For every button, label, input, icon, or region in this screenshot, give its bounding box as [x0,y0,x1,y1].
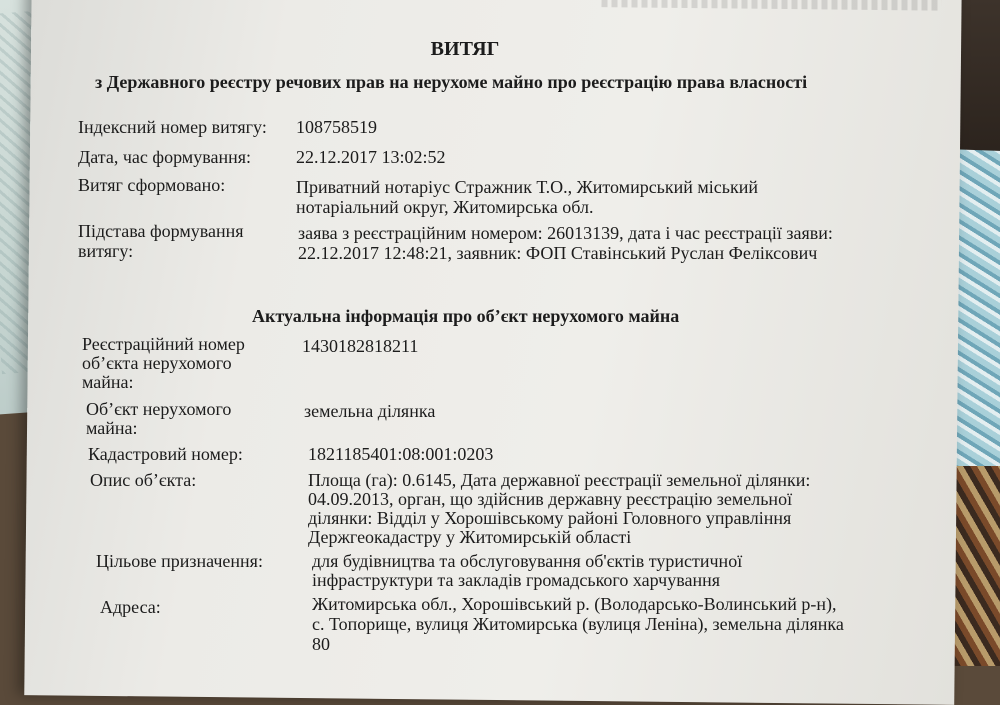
regnum-label-line3: майна: [82,372,134,392]
description-value-line1: Площа (га): 0.6145, Дата державної реєстрації земельної ділянки: [308,470,811,490]
document-subtitle: з Державного реєстру речових прав на нерухоме майно про реєстрацію права власності [95,72,808,92]
cadastral-label: Кадастровий номер: [88,444,243,464]
formed-value-line2: нотаріальний округ, Житомирська обл. [296,197,594,217]
date-label: Дата, час формування: [78,147,251,167]
object-label-line2: майна: [86,418,138,438]
description-value-line4: Держгеокадастру у Житомирській області [308,527,632,547]
basis-label-line1: Підстава формування [78,221,244,241]
section-title: Актуальна інформація про об’єкт нерухомого майна [252,306,680,326]
regnum-label-line1: Реєстраційний номер [82,334,245,354]
bleed-through-text [601,0,941,11]
object-label-line1: Об’єкт нерухомого [86,399,232,419]
document-title: ВИТЯГ [430,38,500,60]
address-value-line2: с. Топорище, вулиця Житомирська (вулиця Леніна), земельна ділянка [312,614,844,634]
description-value-line3: ділянки: Відділ у Хорошівському районі Головного управління [308,508,792,528]
formed-label: Витяг сформовано: [78,175,226,195]
purpose-value-line1: для будівництва та обслуговування об'єктів туристичної [312,551,743,571]
date-value: 22.12.2017 13:02:52 [296,147,446,167]
description-label: Опис об’єкта: [90,470,197,490]
address-value-line1: Житомирська обл., Хорошівський р. (Володарсько-Волинський р-н), [312,594,837,614]
basis-label-line2: витягу: [78,241,134,261]
cadastral-value: 1821185401:08:001:0203 [308,444,494,464]
basis-value-line2: 22.12.2017 12:48:21, заявник: ФОП Ставінський Руслан Феліксович [298,243,818,263]
address-label: Адреса: [100,597,161,617]
purpose-value-line2: інфраструктури та закладів громадського харчування [312,570,721,590]
formed-value-line1: Приватний нотаріус Стражник Т.О., Житомирський міський [296,177,759,197]
address-value-line3: 80 [312,634,330,654]
regnum-label-line2: об’єкта нерухомого [82,353,232,373]
description-value-line2: 04.09.2013, орган, що здійснив державну реєстрацію земельної [308,489,793,509]
object-value: земельна ділянка [304,401,436,421]
index-label: Індексний номер витягу: [78,117,267,137]
index-value: 108758519 [296,117,377,137]
regnum-value: 1430182818211 [302,336,419,356]
basis-value-line1: заява з реєстраційним номером: 26013139, дата і час реєстрації заяви: [298,223,833,243]
purpose-label: Цільове призначення: [96,551,263,571]
